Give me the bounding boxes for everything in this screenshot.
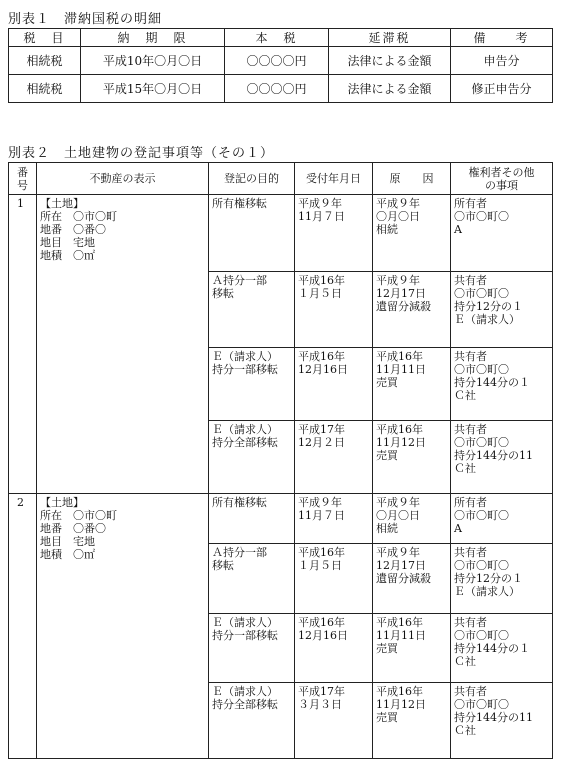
- cause-cell: [373, 683, 451, 759]
- property-line: 地番 〇番〇: [40, 522, 106, 535]
- date-cell: [295, 348, 373, 421]
- rights-cell: [451, 272, 553, 348]
- cause-line: 平成16年: [376, 685, 423, 698]
- rights-line: 持分144分の11: [454, 711, 533, 724]
- date-cell: [295, 683, 373, 759]
- date-line: 平成９年: [298, 496, 342, 509]
- rights-line: 持分144分の１: [454, 376, 530, 389]
- purpose-line: 持分全部移転: [212, 698, 278, 711]
- cause-line: 売買: [376, 376, 398, 389]
- table-row: [9, 494, 553, 544]
- header-number-line: 号: [17, 178, 28, 192]
- rights-line: Ｅ（請求人）: [454, 313, 520, 326]
- purpose-cell: [209, 421, 295, 494]
- property-line: 地積 〇㎡: [40, 548, 95, 561]
- purpose-line: 持分一部移転: [212, 629, 278, 642]
- rights-line: Ｃ社: [454, 389, 476, 402]
- purpose-line: Ｅ（請求人）: [212, 685, 278, 698]
- rights-line: 〇市〇町〇: [454, 210, 509, 223]
- purpose-line: 持分一部移転: [212, 363, 278, 376]
- property-line: 【土地】: [40, 197, 84, 210]
- rights-line: Ｃ社: [454, 724, 476, 737]
- property-line: 地目 宅地: [40, 236, 95, 249]
- cause-line: 11月12日: [376, 698, 426, 711]
- cause-line: 平成９年: [376, 197, 420, 210]
- date-line: １月５日: [298, 287, 342, 300]
- rights-line: 所有者: [454, 496, 487, 509]
- table-header-row: [9, 163, 553, 195]
- date-line: 11月７日: [298, 509, 345, 522]
- rights-line: 〇市〇町〇: [454, 629, 509, 642]
- property-line: 地番 〇番〇: [40, 223, 106, 236]
- rights-line: 〇市〇町〇: [454, 559, 509, 572]
- date-line: 平成16年: [298, 350, 345, 363]
- date-cell: [295, 544, 373, 614]
- date-line: 12月16日: [298, 363, 348, 376]
- number-cell: 2: [9, 494, 37, 759]
- rights-line: A: [454, 522, 462, 535]
- rights-cell: [451, 683, 553, 759]
- rights-line: 持分144分の１: [454, 642, 530, 655]
- cause-line: 平成９年: [376, 546, 420, 559]
- cause-line: 売買: [376, 711, 398, 724]
- header-due-date: 納 期 限: [81, 29, 225, 47]
- property-line: 【土地】: [40, 496, 84, 509]
- principal-tax-cell: 〇〇〇〇円: [225, 75, 329, 103]
- purpose-cell: [209, 348, 295, 421]
- rights-line: 所有者: [454, 197, 487, 210]
- rights-cell: [451, 614, 553, 683]
- cause-cell: [373, 494, 451, 544]
- header-reception-date: 受付年月日: [295, 163, 373, 195]
- cause-line: 〇月〇日: [376, 509, 420, 522]
- purpose-cell: [209, 683, 295, 759]
- cause-line: 平成16年: [376, 350, 423, 363]
- purpose-line: 持分全部移転: [212, 436, 278, 449]
- rights-line: 持分144分の11: [454, 449, 533, 462]
- date-line: 11月７日: [298, 210, 345, 223]
- date-line: 平成９年: [298, 197, 342, 210]
- header-delinquency-tax: 延滞税: [329, 29, 451, 47]
- rights-line: 持分12分の１: [454, 300, 523, 313]
- date-cell: [295, 494, 373, 544]
- date-line: 平成16年: [298, 616, 345, 629]
- date-line: 平成16年: [298, 546, 345, 559]
- tax-type-cell: 相続税: [9, 75, 81, 103]
- remarks-cell: 修正申告分: [451, 75, 553, 103]
- property-cell: [37, 494, 209, 759]
- header-rights: [451, 163, 553, 195]
- purpose-cell: [209, 544, 295, 614]
- due-date-cell: 平成15年〇月〇日: [81, 75, 225, 103]
- rights-line: 共有者: [454, 616, 487, 629]
- rights-cell: [451, 348, 553, 421]
- date-line: 12月16日: [298, 629, 348, 642]
- cause-line: 11月12日: [376, 436, 426, 449]
- date-cell: [295, 614, 373, 683]
- rights-line: 共有者: [454, 274, 487, 287]
- rights-cell: [451, 195, 553, 272]
- rights-line: 〇市〇町〇: [454, 509, 509, 522]
- header-rights-line: の事項: [485, 178, 518, 192]
- purpose-cell: [209, 272, 295, 348]
- cause-line: 平成９年: [376, 274, 420, 287]
- cause-cell: [373, 195, 451, 272]
- rights-cell: [451, 494, 553, 544]
- header-number-line: 番: [17, 165, 28, 179]
- property-line: 所在 〇市〇町: [40, 509, 117, 522]
- table-header-row: [9, 29, 553, 47]
- purpose-line: 所有権移転: [212, 197, 267, 210]
- delinquency-tax-cell: 法律による金額: [329, 47, 451, 75]
- cause-line: 相続: [376, 522, 398, 535]
- cause-cell: [373, 421, 451, 494]
- purpose-line: 移転: [212, 559, 234, 572]
- rights-line: 共有者: [454, 350, 487, 363]
- cause-line: 相続: [376, 223, 398, 236]
- property-line: 地積 〇㎡: [40, 249, 95, 262]
- header-remarks: 備 考: [451, 29, 553, 47]
- rights-cell: [451, 544, 553, 614]
- remarks-cell: 申告分: [451, 47, 553, 75]
- date-cell: [295, 272, 373, 348]
- header-rights-line: 権利者その他: [468, 165, 535, 179]
- date-cell: [295, 195, 373, 272]
- header-cause: 原 因: [373, 163, 451, 195]
- date-line: 平成16年: [298, 274, 345, 287]
- tax-type-cell: 相続税: [9, 47, 81, 75]
- date-cell: [295, 421, 373, 494]
- purpose-line: Ｅ（請求人）: [212, 350, 278, 363]
- header-purpose: 登記の目的: [209, 163, 295, 195]
- delinquency-tax-cell: 法律による金額: [329, 75, 451, 103]
- date-line: 平成17年: [298, 685, 345, 698]
- property-line: 地目 宅地: [40, 535, 95, 548]
- cause-cell: [373, 544, 451, 614]
- cause-line: 平成16年: [376, 616, 423, 629]
- rights-line: 共有者: [454, 423, 487, 436]
- cause-line: 12月17日: [376, 559, 426, 572]
- header-property: 不動産の表示: [37, 163, 209, 195]
- cause-line: 11月11日: [376, 363, 426, 376]
- rights-line: Ｅ（請求人）: [454, 585, 520, 598]
- property-cell: [37, 195, 209, 494]
- rights-line: 〇市〇町〇: [454, 698, 509, 711]
- rights-line: 持分12分の１: [454, 572, 523, 585]
- cause-line: 12月17日: [376, 287, 426, 300]
- date-line: ３月３日: [298, 698, 342, 711]
- purpose-cell: [209, 494, 295, 544]
- rights-line: Ｃ社: [454, 655, 476, 668]
- number-cell: 1: [9, 195, 37, 494]
- cause-cell: [373, 348, 451, 421]
- tax-details-table: [8, 28, 553, 103]
- due-date-cell: 平成10年〇月〇日: [81, 47, 225, 75]
- table-row: [9, 195, 553, 272]
- rights-line: 共有者: [454, 546, 487, 559]
- purpose-line: Ａ持分一部: [212, 274, 267, 287]
- rights-line: 〇市〇町〇: [454, 436, 509, 449]
- property-line: 所在 〇市〇町: [40, 210, 117, 223]
- registration-table: [8, 162, 553, 759]
- cause-cell: [373, 272, 451, 348]
- date-line: １月５日: [298, 559, 342, 572]
- header-number: [9, 163, 37, 195]
- header-tax-type: 税 目: [9, 29, 81, 47]
- cause-line: 11月11日: [376, 629, 426, 642]
- cause-line: 遺留分減殺: [376, 300, 431, 313]
- purpose-line: 移転: [212, 287, 234, 300]
- cause-cell: [373, 614, 451, 683]
- rights-line: A: [454, 223, 462, 236]
- purpose-cell: [209, 195, 295, 272]
- table2-heading: 別表２ 土地建物の登記事項等（その１）: [8, 146, 275, 161]
- cause-line: 遺留分減殺: [376, 572, 431, 585]
- table1-heading: 別表１ 滞納国税の明細: [8, 12, 163, 27]
- rights-cell: [451, 421, 553, 494]
- purpose-line: 所有権移転: [212, 496, 267, 509]
- date-line: 平成17年: [298, 423, 345, 436]
- rights-line: 〇市〇町〇: [454, 287, 509, 300]
- cause-line: 平成16年: [376, 423, 423, 436]
- cause-line: 売買: [376, 449, 398, 462]
- cause-line: 売買: [376, 642, 398, 655]
- table-row: [9, 47, 553, 75]
- header-principal-tax: 本 税: [225, 29, 329, 47]
- purpose-cell: [209, 614, 295, 683]
- rights-line: 共有者: [454, 685, 487, 698]
- purpose-line: Ｅ（請求人）: [212, 423, 278, 436]
- cause-line: 平成９年: [376, 496, 420, 509]
- date-line: 12月２日: [298, 436, 345, 449]
- cause-line: 〇月〇日: [376, 210, 420, 223]
- rights-line: Ｃ社: [454, 462, 476, 475]
- table-row: [9, 75, 553, 103]
- rights-line: 〇市〇町〇: [454, 363, 509, 376]
- principal-tax-cell: 〇〇〇〇円: [225, 47, 329, 75]
- purpose-line: Ａ持分一部: [212, 546, 267, 559]
- purpose-line: Ｅ（請求人）: [212, 616, 278, 629]
